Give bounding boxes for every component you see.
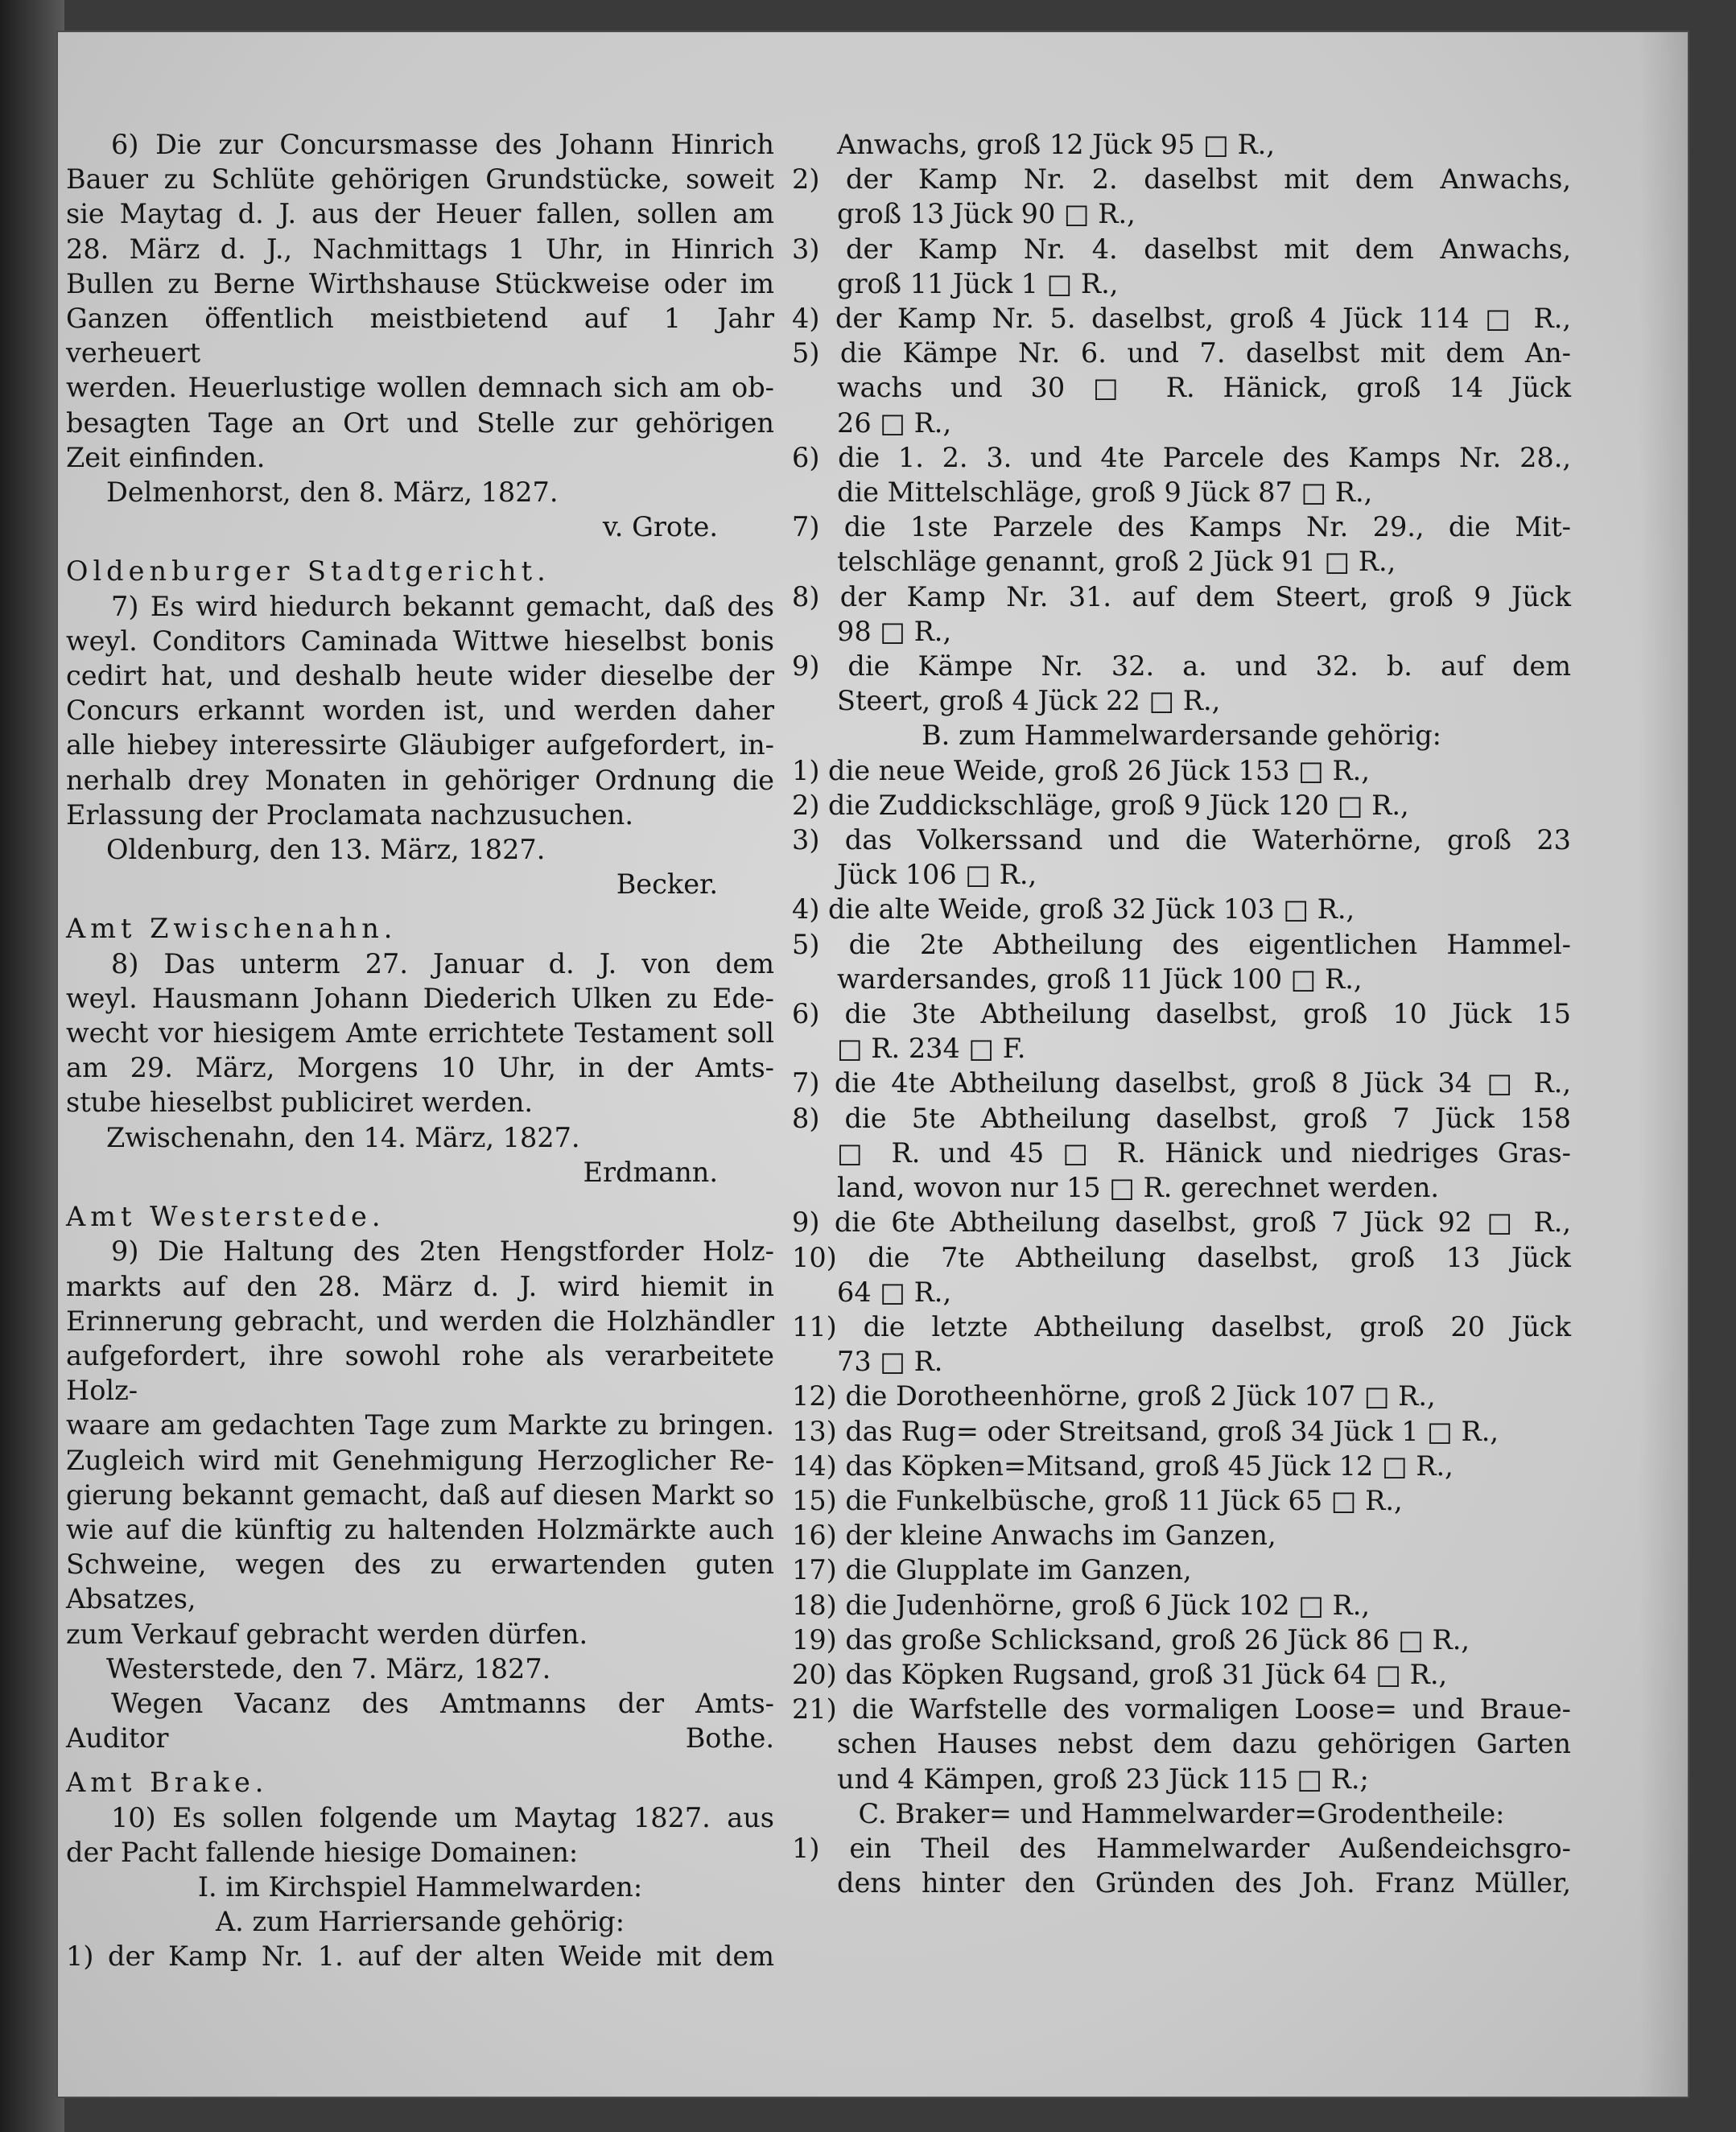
list-item: 16) der kleine Anwachs im Ganzen,	[792, 1520, 1276, 1552]
notice-6-line: Ganzen öffentlich meistbietend auf 1 Jahr verheuert	[66, 303, 774, 369]
list-item: 15) die Funkelbüsche, groß 11 Jück 65 □ R.,	[792, 1484, 1403, 1516]
list-item: groß 13 Jück 90 □ R.,	[837, 198, 1136, 230]
notice-signature: Erdmann.	[583, 1156, 718, 1188]
list-item: schen Hauses nebst dem dazu gehörigen Garten	[837, 1728, 1571, 1760]
list-item: 1) der Kamp Nr. 1. auf der alten Weide mit dem	[66, 1940, 774, 1973]
list-item: 5) die Kämpe Nr. 6. und 7. daselbst mit dem An-	[792, 337, 1571, 369]
subheading: C. Braker= und Hammelwarder=Grodentheile:	[858, 1797, 1505, 1829]
list-item: und 4 Kämpen, groß 23 Jück 115 □ R.;	[837, 1763, 1369, 1795]
list-item: 73 □ R.	[837, 1346, 943, 1378]
notice-9-line: wie auf die künftig zu haltenden Holzmärkte auch	[66, 1513, 774, 1545]
list-item: telschläge genannt, groß 2 Jück 91 □ R.,	[837, 546, 1396, 578]
notice-6-line: werden. Heuerlustige wollen demnach sich am ob-	[66, 372, 774, 404]
list-item: 8) die 5te Abtheilung daselbst, groß 7 Jück 158	[792, 1102, 1571, 1134]
list-item: 14) das Köpken=Mitsand, groß 45 Jück 12 □ R.,	[792, 1450, 1454, 1482]
notice-signature: Auditor Bothe.	[66, 1722, 774, 1755]
list-item: 26 □ R.,	[837, 406, 952, 439]
notice-7-line: 7) Es wird hiedurch bekannt gemacht, daß des	[111, 590, 774, 622]
notice-8-line: 8) Das unterm 27. Januar d. J. von dem	[111, 947, 774, 979]
notice-8-line: weyl. Hausmann Johann Diederich Ulken zu Ede-	[66, 982, 774, 1014]
list-item: die Mittelschläge, groß 9 Jück 87 □ R.,	[837, 476, 1373, 509]
notice-7-line: weyl. Conditors Caminada Wittwe hieselbst bonis	[66, 625, 774, 657]
list-item: 7) die 4te Abtheilung daselbst, groß 8 Jück 34 □ R.,	[792, 1067, 1571, 1099]
notice-9-line: markts auf den 28. März d. J. wird hiemit in	[66, 1270, 774, 1302]
notice-date: Delmenhorst, den 8. März, 1827.	[106, 476, 559, 509]
list-item: □ R. und 45 □ R. Hänick und niedriges Gras-	[837, 1136, 1571, 1169]
notice-8-line: wecht vor hiesigem Amte errichtete Testament soll	[66, 1017, 774, 1050]
list-item: 9) die 6te Abtheilung daselbst, groß 7 Jück 92 □ R.,	[792, 1206, 1571, 1239]
list-item: 10) die 7te Abtheilung daselbst, groß 13 Jück	[792, 1241, 1571, 1273]
list-item: 2) der Kamp Nr. 2. daselbst mit dem Anwachs,	[792, 163, 1571, 196]
notice-6-line: Bauer zu Schlüte gehörigen Grundstücke, soweit	[66, 163, 774, 196]
right-column	[792, 127, 1571, 1900]
list-item: 2) die Zuddickschläge, groß 9 Jück 120 □ R.,	[792, 789, 1409, 821]
list-item: Jück 106 □ R.,	[837, 859, 1037, 891]
list-item: groß 11 Jück 1 □ R.,	[837, 267, 1119, 299]
list-item: 64 □ R.,	[837, 1276, 952, 1308]
list-item: 18) die Judenhörne, groß 6 Jück 102 □ R.,	[792, 1589, 1371, 1621]
list-item: 21) die Warfstelle des vormaligen Loose= und Braue-	[792, 1693, 1571, 1726]
list-item: 98 □ R.,	[837, 615, 952, 647]
list-item: 1) ein Theil des Hammelwarder Außendeichsgro-	[792, 1832, 1571, 1864]
list-item: Steert, groß 4 Jück 22 □ R.,	[837, 685, 1221, 717]
section-heading: Amt Westerstede.	[66, 1201, 386, 1233]
notice-6-line: 28. März d. J., Nachmittags 1 Uhr, in Hinrich	[66, 233, 774, 265]
list-item: 9) die Kämpe Nr. 32. a. und 32. b. auf dem	[792, 650, 1571, 682]
list-item: 3) das Volkerssand und die Waterhörne, groß 23	[792, 824, 1571, 856]
notice-9-line: Zugleich wird mit Genehmigung Herzoglicher Re-	[66, 1444, 774, 1476]
list-item: 6) die 3te Abtheilung daselbst, groß 10 Jück 15	[792, 998, 1571, 1030]
list-item: 8) der Kamp Nr. 31. auf dem Steert, groß 9 Jück	[792, 580, 1571, 612]
notice-7-line: cedirt hat, und deshalb heute wider dieselbe der	[66, 660, 774, 692]
notice-signature: Becker.	[616, 868, 718, 901]
section-heading: Amt Zwischenahn.	[66, 913, 398, 945]
notice-9-line: waare am gedachten Tage zum Markte zu bringen.	[66, 1409, 774, 1441]
notice-9-line: Schweine, wegen des zu erwartenden guten Absatzes,	[66, 1548, 774, 1615]
page-edge-shadow	[1639, 32, 1688, 2097]
list-item: 11) die letzte Abtheilung daselbst, groß 20 Jück	[792, 1310, 1571, 1342]
notice-10-line: der Pacht fallende hiesige Domainen:	[66, 1836, 579, 1868]
list-item: □ R. 234 □ F.	[837, 1033, 1026, 1065]
notice-6-line: sie Maytag d. J. aus der Heuer fallen, sollen am	[66, 198, 774, 230]
notice-8-line: am 29. März, Morgens 10 Uhr, in der Amts-	[66, 1052, 774, 1084]
notice-6-line: 6) Die zur Concursmasse des Johann Hinrich	[111, 129, 774, 160]
list-item: 17) die Glupplate im Ganzen,	[792, 1554, 1192, 1586]
notice-8-line: stube hieselbst publiciret werden.	[66, 1087, 534, 1119]
notice-6-line: besagten Tage an Ort und Stelle zur gehörigen	[66, 406, 774, 439]
left-column	[66, 127, 774, 1974]
subheading: A. zum Harriersande gehörig:	[215, 1906, 625, 1938]
subheading: I. im Kirchspiel Hammelwarden:	[197, 1870, 643, 1903]
notice-6-line: Zeit einfinden.	[66, 441, 266, 473]
section-heading: Amt Brake.	[66, 1767, 269, 1799]
list-item: 20) das Köpken Rugsand, groß 31 Jück 64 □ R.,	[792, 1658, 1448, 1690]
list-item: 1) die neue Weide, groß 26 Jück 153 □ R.,	[792, 754, 1370, 786]
notice-date: Oldenburg, den 13. März, 1827.	[106, 834, 546, 866]
list-item: 6) die 1. 2. 3. und 4te Parcele des Kamps Nr. 28.,	[792, 441, 1571, 473]
section-heading: Oldenburger Stadtgericht.	[66, 555, 550, 588]
notice-9-line: 9) Die Haltung des 2ten Hengstforder Holz-	[111, 1235, 774, 1268]
list-item: 3) der Kamp Nr. 4. daselbst mit dem Anwachs,	[792, 233, 1571, 265]
notice-9-line: Erinnerung gebracht, und werden die Holzhändler	[66, 1305, 774, 1337]
list-item: 4) der Kamp Nr. 5. daselbst, groß 4 Jück 114 □ R.,	[792, 303, 1571, 335]
book-spine-shadow	[0, 0, 64, 2132]
notice-date: Zwischenahn, den 14. März, 1827.	[106, 1121, 580, 1153]
list-item: land, wovon nur 15 □ R. gerechnet werden.	[837, 1172, 1440, 1204]
notice-9-line: gierung bekannt gemacht, daß auf diesen Markt so	[66, 1478, 774, 1511]
notice-7-line: Concurs erkannt worden ist, und werden daher	[66, 695, 774, 727]
notice-7-line: nerhalb drey Monaten in gehöriger Ordnung die	[66, 764, 774, 796]
list-item: wachs und 30 □ R. Hänick, groß 14 Jück	[837, 372, 1571, 404]
notice-date: Westerstede, den 7. März, 1827.	[106, 1652, 551, 1685]
list-item: 13) das Rug= oder Streitsand, groß 34 Jück 1 □ R.,	[792, 1415, 1499, 1447]
notice-10-line: 10) Es sollen folgende um Maytag 1827. aus	[111, 1801, 774, 1833]
subheading: B. zum Hammelwardersande gehörig:	[922, 720, 1441, 752]
list-item: 5) die 2te Abtheilung des eigentlichen Hammel-	[792, 928, 1571, 960]
list-item: 4) die alte Weide, groß 32 Jück 103 □ R.,	[792, 893, 1355, 926]
notice-signature: Wegen Vacanz des Amtmanns der Amts-	[111, 1687, 774, 1719]
document-page	[58, 32, 1688, 2097]
notice-9-line: aufgefordert, ihre sowohl rohe als verarbeitete Holz-	[66, 1339, 774, 1407]
list-item: 12) die Dorotheenhörne, groß 2 Jück 107 □ R.,	[792, 1380, 1436, 1412]
notice-7-line: Erlassung der Proclamata nachzusuchen.	[66, 798, 633, 831]
list-item: wardersandes, groß 11 Jück 100 □ R.,	[837, 963, 1363, 995]
notice-9-line: zum Verkauf gebracht werden dürfen.	[66, 1618, 588, 1650]
notice-7-line: alle hiebey interessirte Gläubiger aufgefordert, in-	[66, 729, 774, 761]
list-item: dens hinter den Gründen des Joh. Franz Müller,	[837, 1867, 1571, 1899]
notice-6-line: Bullen zu Berne Wirthshause Stückweise oder im	[66, 267, 774, 299]
list-item: Anwachs, groß 12 Jück 95 □ R.,	[837, 129, 1275, 160]
notice-signature: v. Grote.	[602, 511, 718, 543]
list-item: 7) die 1ste Parzele des Kamps Nr. 29., die Mit-	[792, 511, 1571, 543]
list-item: 19) das große Schlicksand, groß 26 Jück 86 □ R.,	[792, 1623, 1470, 1656]
